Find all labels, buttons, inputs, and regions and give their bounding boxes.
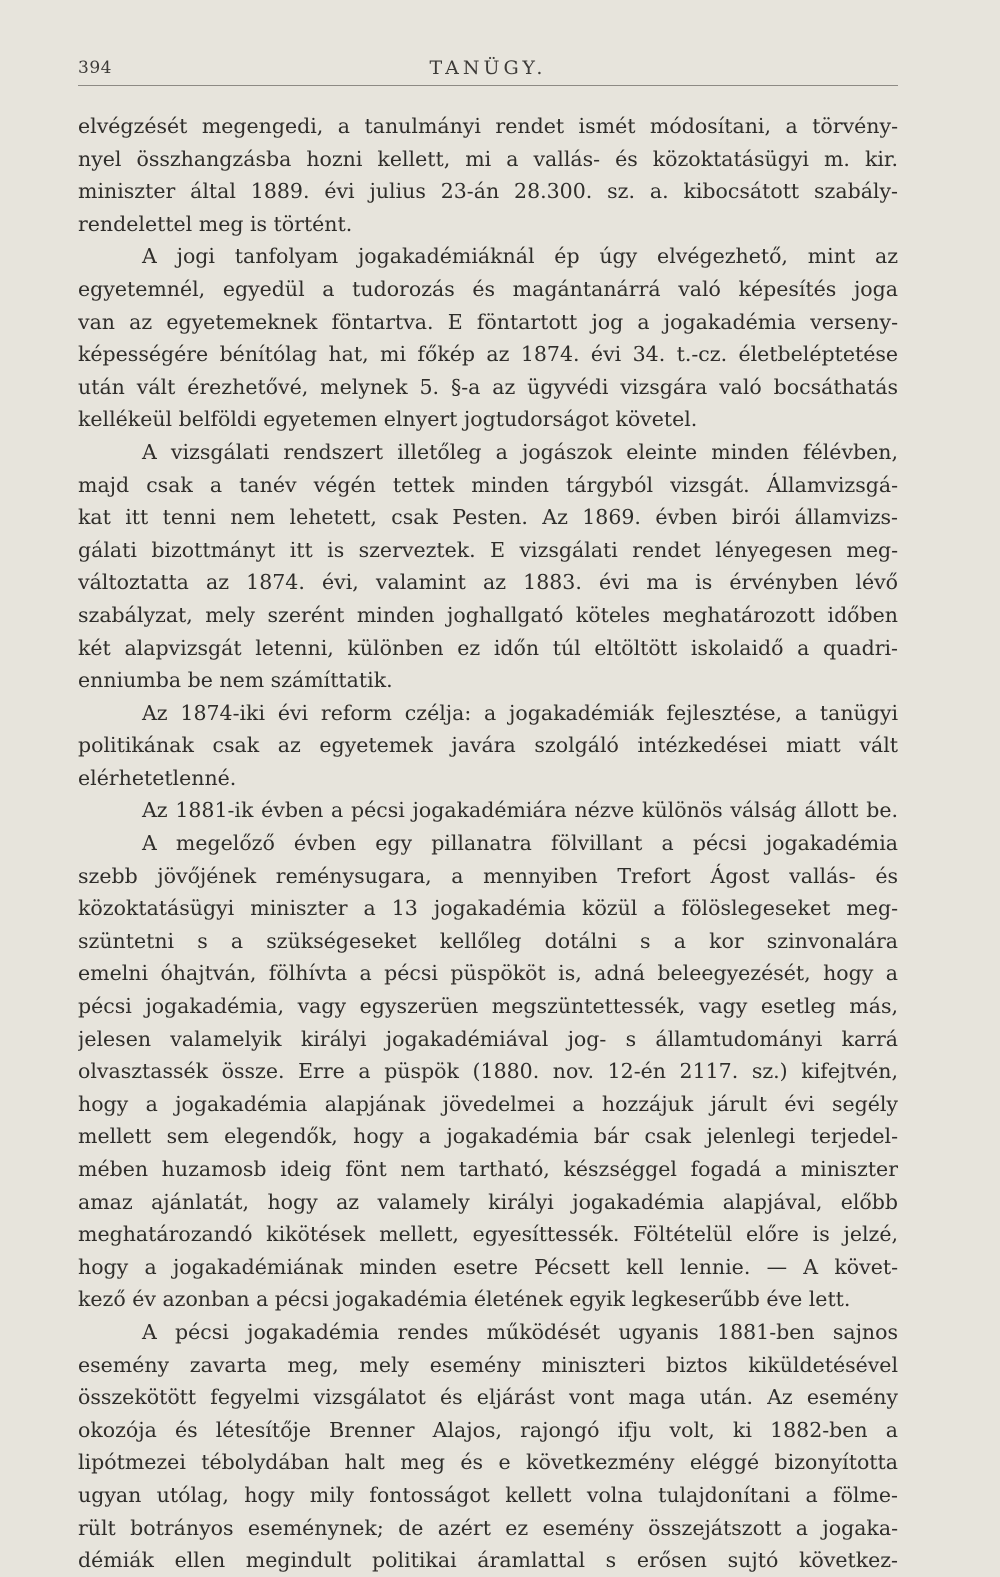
text-line: rült botrányos eseménynek; de azért ez esemény összejátszott a jogaka-: [78, 1515, 898, 1540]
text-line: majd csak a tanév végén tettek minden tárgyból vizsgát. Államvizsgá-: [78, 472, 898, 497]
text-line: szüntetni s a szükségeseket kellőleg dotálni s a kor szinvonalára: [78, 928, 898, 953]
text-line: démiák ellen megindult politikai áramlattal s erősen sujtó következ-: [78, 1548, 898, 1573]
text-line: lipótmezei tébolydában halt meg és e következmény eléggé bizonyította: [78, 1450, 898, 1475]
text-line: meghatározandó kikötések mellett, egyesíttessék. Föltételül előre is jelzé,: [78, 1222, 898, 1247]
text-line: kat itt tenni nem lehetett, csak Pesten. Az 1869. évben birói államvizs-: [78, 505, 898, 530]
text-line: Az 1881-ik évben a pécsi jogakadémiára nézve különös válság állott be.: [142, 798, 898, 823]
text-line: jelesen valamelyik királyi jogakadémiával jog- s államtudományi karrá: [78, 1026, 898, 1051]
text-line: A vizsgálati rendszert illetőleg a jogászok eleinte minden félévben,: [142, 439, 898, 464]
running-title: TANÜGY.: [429, 57, 547, 79]
text-line: kellékeül belföldi egyetemen elnyert jogtudorságot követel.: [78, 407, 698, 432]
text-line: hogy a jogakadémiának minden esetre Pécsett kell lennie. — A követ-: [78, 1254, 898, 1279]
text-line: szebb jövőjének reménysugara, a mennyiben Trefort Ágost vallás- és: [78, 863, 898, 888]
text-line: szabályzat, mely szerént minden joghallgató köteles meghatározott időben: [78, 602, 898, 627]
text-line: mellett sem elegendők, hogy a jogakadémia bár csak jelenlegi terjedel-: [78, 1124, 898, 1149]
text-line: A megelőző évben egy pillanatra fölvillant a pécsi jogakadémia: [142, 831, 898, 856]
text-line: van az egyetemeknek föntartva. E föntartott jog a jogakadémia verseny-: [78, 309, 898, 334]
text-line: ugyan utólag, hogy mily fontosságot kellett volna tulajdonítani a fölme-: [78, 1482, 898, 1507]
text-line: kező év azonban a pécsi jogakadémia életének egyik legkeserűbb éve lett.: [78, 1287, 851, 1312]
text-line: A pécsi jogakadémia rendes működését ugyanis 1881-ben sajnos: [142, 1319, 898, 1344]
text-line: képességére bénítólag hat, mi főkép az 1874. évi 34. t.-cz. életbeléptetése: [78, 342, 898, 367]
text-line: változtatta az 1874. évi, valamint az 1883. évi ma is érvényben lévő: [78, 570, 898, 595]
text-line: emelni óhajtván, fölhívta a pécsi püspököt is, adná beleegyezését, hogy a: [78, 961, 898, 986]
text-line: olvasztassék össze. Erre a püspök (1880. nov. 12-én 2117. sz.) kifejtvén,: [78, 1059, 898, 1084]
text-line: enniumba be nem számíttatik.: [78, 668, 393, 693]
text-line: gálati bizottmányt itt is szerveztek. E vizsgálati rendet lényegesen meg-: [78, 537, 898, 562]
text-line: közoktatásügyi miniszter a 13 jogakadémia közül a fölöslegeseket meg-: [78, 896, 898, 921]
text-line: okozója és létesítője Brenner Alajos, rajongó ifju volt, ki 1882-ben a: [78, 1417, 898, 1442]
text-line: nyel összhangzásba hozni kellett, mi a vallás- és közoktatásügyi m. kir.: [78, 146, 898, 171]
text-line: hogy a jogakadémia alapjának jövedelmei a hozzájuk járult évi segély: [78, 1091, 898, 1116]
text-line: amaz ajánlatát, hogy az valamely királyi jogakadémia alapjával, előbb: [78, 1189, 898, 1214]
text-line: miniszter által 1889. évi julius 23-án 28.300. sz. a. kibocsátott szabály-: [78, 179, 898, 204]
text-line: pécsi jogakadémia, vagy egyszerüen megszüntettessék, vagy esetleg más,: [78, 994, 898, 1019]
text-line: Az 1874-iki évi reform czélja: a jogakadémiák fejlesztése, a tanügyi: [142, 700, 898, 725]
page-number: 394: [78, 58, 112, 78]
text-line: két alapvizsgát letenni, különben ez időn túl eltöltött iskolaidő a quadri-: [78, 635, 898, 660]
text-line: rendelettel meg is történt.: [78, 211, 353, 236]
text-line: elvégzését megengedi, a tanulmányi rendet ismét módosítani, a törvény-: [78, 114, 898, 138]
text-line: esemény zavarta meg, mely esemény miniszteri biztos kiküldetésével: [78, 1352, 898, 1377]
text-line: után vált érezhetővé, melynek 5. §-a az ügyvédi vizsgára való bocsáthatás: [78, 374, 898, 399]
text-line: politikának csak az egyetemek javára szolgáló intézkedései miatt vált: [78, 733, 898, 758]
text-line: A jogi tanfolyam jogakadémiáknál ép úgy elvégezhető, mint az: [142, 244, 898, 269]
text-line: elérhetetlenné.: [78, 765, 237, 790]
text-line: összekötött fegyelmi vizsgálatot és eljárást vont maga után. Az esemény: [78, 1385, 898, 1410]
body-text: [78, 110, 898, 1577]
running-header: [78, 55, 898, 86]
text-line: egyetemnél, egyedül a tudorozás és magántanárrá való képesítés joga: [78, 276, 898, 301]
text-line: mében huzamosb ideig fönt nem tartható, készséggel fogadá a miniszter: [78, 1157, 898, 1181]
